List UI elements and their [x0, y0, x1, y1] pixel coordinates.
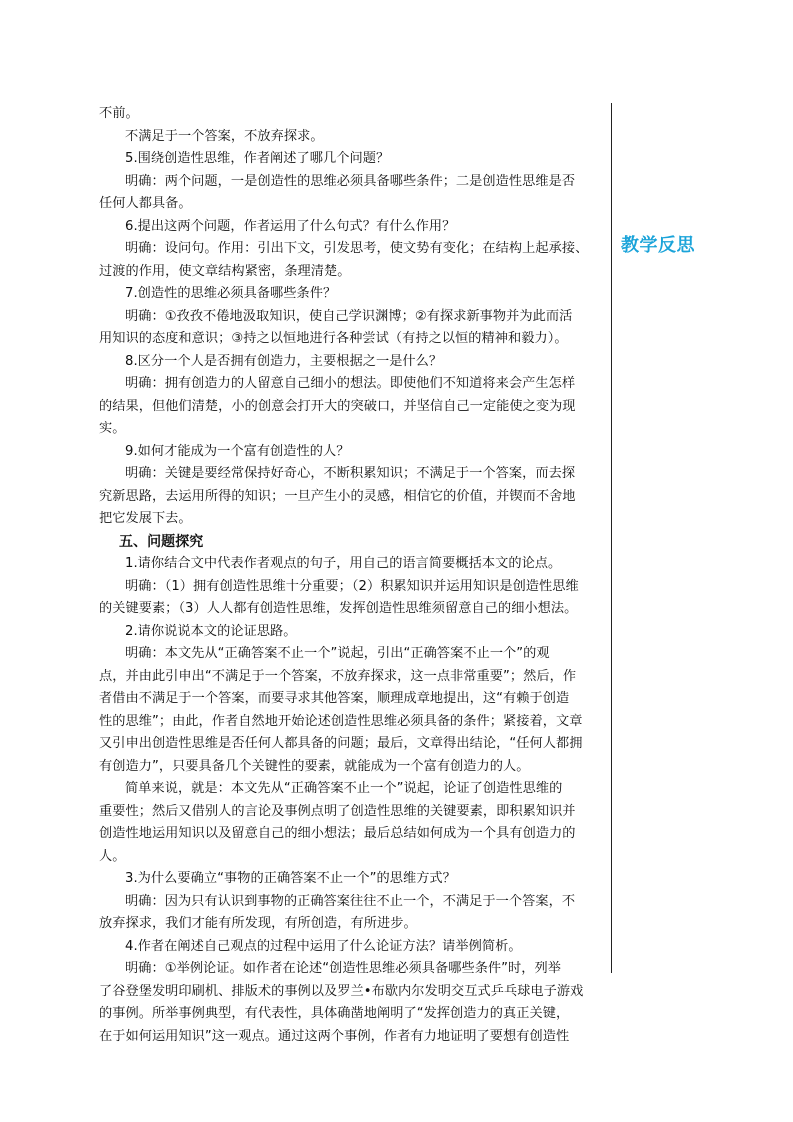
text-line: 过渡的作用，使文章结构紧密，条理清楚。 [99, 263, 351, 279]
text-line: 不前。 [99, 106, 139, 121]
text-line: 创造性地运用知识以及留意自己的细小想法；最后总结如何成为一个具有创造力的 [99, 826, 576, 841]
text-line: 把它发展下去。 [99, 511, 192, 526]
text-line: 重要性；然后又借别人的言论及事例点明了创造性思维的关键要素，即积累知识并 [99, 803, 576, 819]
text-line: 实。 [99, 421, 126, 436]
text-line: 简单来说，就是：本文先从“正确答案不止一个”说起，论证了创造性思维的 [125, 781, 563, 796]
text-line: 5.围绕创造性思维，作者阐述了哪几个问题？ [125, 151, 390, 166]
text-line: 又引申出创造性思维是否任何人都具备的问题；最后，文章得出结论，“任何人都拥 [99, 736, 583, 751]
column-divider [611, 103, 612, 973]
text-line: 任何人都具备。 [99, 196, 192, 211]
text-line: 的结果，但他们清楚，小的创意会打开大的突破口，并坚信自己一定能使之变为现 [99, 398, 576, 414]
text-line: 9.如何才能成为一个富有创造性的人？ [125, 443, 350, 459]
text-line: 性的思维”；由此，作者自然地开始论述创造性思维必须具备的条件；紧接着，文章 [99, 713, 583, 729]
text-line: 3.为什么要确立“事物的正确答案不止一个”的思维方式？ [125, 871, 456, 886]
text-line: 6.提出这两个问题，作者运用了什么句式？有什么作用？ [125, 218, 456, 234]
section-heading: 五、问题探究 [119, 533, 204, 550]
text-line: 点，并由此引申出“不满足于一个答案，不放弃探求，这一点非常重要”；然后，作 [99, 668, 577, 684]
text-line: 明确：关键是要经常保持好奇心，不断积累知识；不满足于一个答案，而去探 [125, 466, 576, 481]
text-line: 2.请你说说本文的论证思路。 [125, 623, 297, 639]
text-line: 者借由不满足于一个答案，而要寻求其他答案，顺理成章地提出，这“有赖于创造 [99, 691, 570, 706]
text-line: 4.作者在阐述自己观点的过程中运用了什么论证方法？请举例简析。 [125, 938, 522, 954]
text-line: 究新思路，去运用所得的知识；一旦产生小的灵感，相信它的价值，并锲而不舍地 [99, 488, 576, 504]
text-line: 7.创造性的思维必须具备哪些条件？ [125, 286, 337, 301]
text-line: 有创造力”，只要具备几个关键性的要素，就能成为一个富有创造力的人。 [99, 758, 530, 774]
text-line: 不满足于一个答案，不放弃探求。 [125, 128, 324, 144]
text-line: 放弃探求，我们才能有所发现，有所创造，有所进步。 [99, 916, 417, 931]
text-line: 明确：①孜孜不倦地汲取知识，使自己学识渊博；②有探求新事物并为此而活 [125, 308, 573, 324]
text-line: 明确：两个问题，一是创造性的思维必须具备哪些条件；二是创造性思维是否 [125, 173, 576, 189]
text-line: 1.请你结合文中代表作者观点的句子，用自己的语言简要概括本文的论点。 [125, 556, 562, 571]
text-line: 用知识的态度和意识；③持之以恒地进行各种尝试（有持之以恒的精神和毅力）。 [99, 331, 568, 346]
lesson-text-column [99, 103, 606, 1048]
text-line: 明确：本文先从“正确答案不止一个”说起，引出“正确答案不止一个”的观 [125, 646, 550, 661]
text-line: 明确：①举例论证。如作者在论述“创造性思维必须具备哪些条件”时，列举 [125, 961, 561, 976]
text-line: 明确：因为只有认识到事物的正确答案往往不止一个，不满足于一个答案，不 [125, 893, 576, 909]
text-line: 的关键要素；（3）人人都有创造性思维，发挥创造性思维须留意自己的细小想法。 [99, 601, 578, 616]
text-line: 8.区分一个人是否拥有创造力，主要根据之一是什么？ [125, 353, 443, 369]
text-line: 在于如何运用知识”这一观点。通过这两个事例，作者有力地证明了要想有创造性 [99, 1028, 570, 1044]
teaching-reflection-heading: 教学反思 [621, 235, 695, 256]
text-line: 明确：（1）拥有创造性思维十分重要；（2）积累知识并运用知识是创造性思维 [125, 578, 579, 594]
text-line: 人。 [99, 848, 126, 864]
text-line: 的事例。所举事例典型，有代表性，具体确凿地阐明了“发挥创造力的真正关键， [99, 1006, 570, 1021]
text-line: 了谷登堡发明印刷机、排版术的事例以及罗兰•布歇内尔发明交互式乒乓球电子游戏 [99, 983, 584, 999]
text-line: 明确：拥有创造力的人留意自己细小的想法。即使他们不知道将来会产生怎样 [125, 376, 576, 391]
text-line: 明确：设问句。作用：引出下文，引发思考，使文势有变化；在结构上起承接、 [125, 241, 589, 256]
